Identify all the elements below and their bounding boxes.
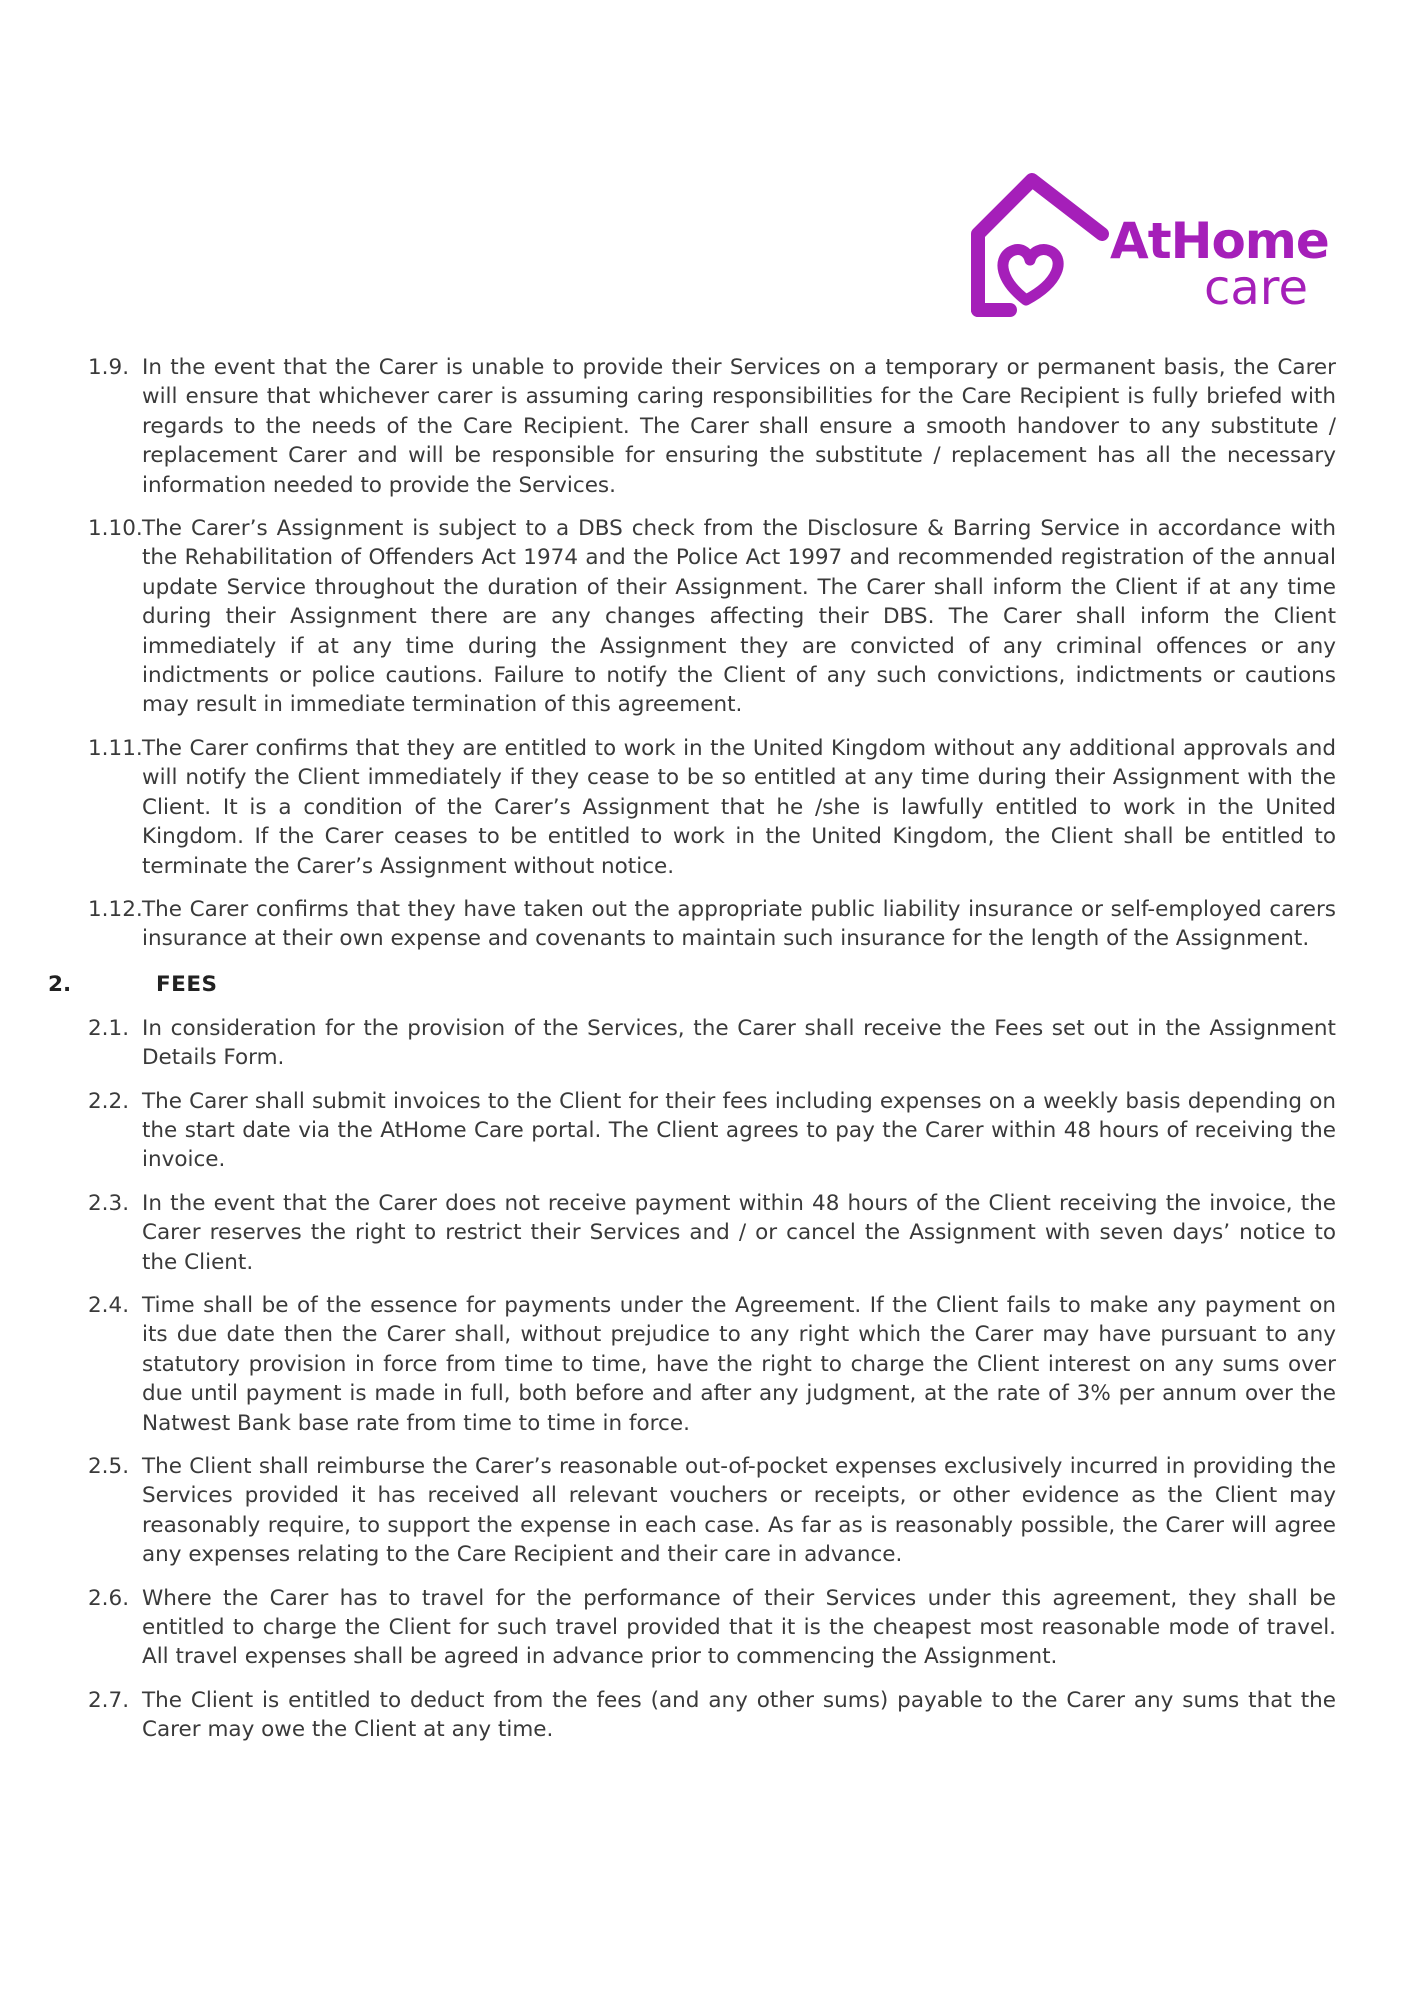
house-heart-icon <box>960 168 1110 318</box>
clause-2-5 <box>86 1452 1336 1570</box>
section-number: 2. <box>48 971 72 997</box>
clause-text: Where the Carer has to travel for the performance of their Services under this agreement, they shall be entitled to charge the Client for such travel provided that it is the cheapest most reasonable mode of travel. All travel expenses shall be agreed in advance prior to commencing the Assignment. <box>142 1585 1336 1670</box>
athome-care-logo <box>960 168 1330 318</box>
clause-number: 2.7. <box>88 1687 130 1713</box>
clause-number: 1.10. <box>88 516 143 542</box>
clause-1-9 <box>86 353 1336 500</box>
clause-2-7 <box>86 1686 1336 1745</box>
clause-text: In consideration for the provision of the Services, the Carer shall receive the Fees set out in the Assignment Details Form. <box>142 1015 1336 1071</box>
section-title: FEES <box>156 971 218 997</box>
clause-2-2 <box>86 1087 1336 1175</box>
clause-text: The Carer confirms that they are entitled to work in the United Kingdom without any additional approvals and will notify the Client immediately if they cease to be so entitled at any time during their Assignment with the Client. It is a condition of the Carer’s Assignment that he /she is lawfully entitled to work in the United Kingdom. If the Carer ceases to be entitled to work in the United Kingdom, the Client shall be entitled to terminate the Carer’s Assignment without notice. <box>142 735 1336 879</box>
clause-number: 2.5. <box>88 1454 130 1479</box>
clause-2-3 <box>86 1189 1336 1277</box>
clause-text: The Carer confirms that they have taken out the appropriate public liability insurance or self-employed carers insurance at their own expense and covenants to maintain such insurance for the length of the Assignment. <box>142 896 1336 952</box>
clause-1-11 <box>86 734 1336 881</box>
clause-1-10 <box>86 514 1336 720</box>
logo-word-at: At <box>1110 212 1171 270</box>
clause-number: 1.12. <box>88 896 143 922</box>
logo-word-care: care <box>1204 260 1309 316</box>
clause-number: 2.4. <box>88 1292 130 1318</box>
clause-text: The Carer’s Assignment is subject to a DBS check from the Disclosure & Barring Service in accordance with the Rehabilitation of Offenders Act 1974 and the Police Act 1997 and recommended registration of the annual update Service throughout the duration of their Assignment. The Carer shall inform the Client if at any time during their Assignment there are any changes affecting their DBS. The Carer shall inform the Client immediately if at any time during the Assignment they are convicted of any criminal offences or any indictments or police cautions. Failure to notify the Client of any such convictions, indictments or cautions may result in immediate termination of this agreement. <box>142 516 1336 718</box>
clause-2-4 <box>86 1291 1336 1438</box>
clause-2-6 <box>86 1584 1336 1672</box>
section-heading-fees <box>48 970 1336 1000</box>
clause-text: In the event that the Carer is unable to provide their Services on a temporary or permanent basis, the Carer will ensure that whichever carer is assuming caring responsibilities for the Care Recipient is fully briefed with regards to the needs of the Care Recipient. The Carer shall ensure a smooth handover to any substitute / replacement Carer and will be responsible for ensuring the substitute / replacement has all the necessary information needed to provide the Services. <box>142 355 1336 498</box>
clause-number: 2.3. <box>88 1190 130 1216</box>
logo-wordmark <box>1110 212 1329 270</box>
clause-number: 1.9. <box>88 355 130 380</box>
clause-number: 2.2. <box>88 1088 130 1114</box>
clause-number: 1.11. <box>88 735 143 761</box>
logo-word-home: Home <box>1170 212 1329 270</box>
clause-text: The Client is entitled to deduct from the fees (and any other sums) payable to the Carer any sums that the Carer may owe the Client at any time. <box>142 1687 1336 1743</box>
clause-2-1 <box>86 1014 1336 1073</box>
document-body <box>48 353 1336 1759</box>
clause-text: In the event that the Carer does not receive payment within 48 hours of the Client receiving the invoice, the Carer reserves the right to restrict their Services and / or cancel the Assignment with seven days’ notice to the Client. <box>142 1190 1336 1275</box>
clause-text: Time shall be of the essence for payments under the Agreement. If the Client fails to make any payment on its due date then the Carer shall, without prejudice to any right which the Carer may have pursuant to any statutory provision in force from time to time, have the right to charge the Client interest on any sums over due until payment is made in full, both before and after any judgment, at the rate of 3% per annum over the Natwest Bank base rate from time to time in force. <box>142 1292 1336 1436</box>
clause-text: The Client shall reimburse the Carer’s reasonable out-of-pocket expenses exclusively incurred in providing the Services provided it has received all relevant vouchers or receipts, or other evidence as the Client may reasonably require, to support the expense in each case. As far as is reasonably possible, the Carer will agree any expenses relating to the Care Recipient and their care in advance. <box>142 1454 1336 1568</box>
clause-1-12 <box>86 895 1336 954</box>
clause-text: The Carer shall submit invoices to the Client for their fees including expenses on a weekly basis depending on the start date via the AtHome Care portal. The Client agrees to pay the Carer within 48 hours of receiving the invoice. <box>142 1088 1336 1173</box>
clause-number: 2.6. <box>88 1585 130 1611</box>
clause-number: 2.1. <box>88 1015 130 1041</box>
